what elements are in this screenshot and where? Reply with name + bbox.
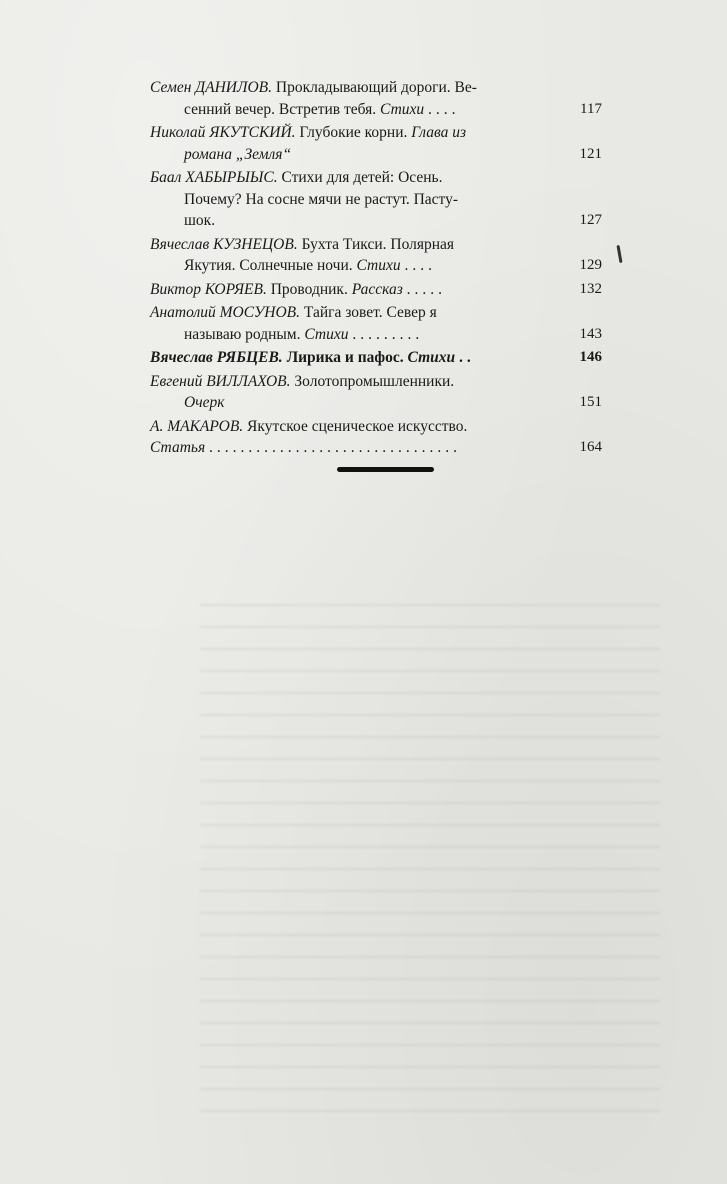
- entry-author: Николай ЯКУТСКИЙ.: [150, 124, 296, 141]
- entry-title: Почему? На сосне мячи не растут. Пасту-: [184, 190, 458, 208]
- entry-title: Золотопромышленники.: [294, 372, 455, 390]
- toc-entry: [150, 371, 602, 414]
- entry-genre: Глава из: [411, 124, 467, 141]
- entry-title: Стихи для детей: Осень.: [281, 169, 443, 186]
- entry-page: 129: [579, 257, 602, 273]
- table-of-contents: [150, 77, 602, 461]
- entry-title: называю родным.: [184, 325, 301, 343]
- toc-entry: [150, 77, 602, 120]
- entry-title: Тайга зовет. Север я: [303, 304, 437, 321]
- dot-leader: ..: [459, 349, 475, 366]
- entry-title: Глубокие корни.: [299, 124, 408, 141]
- dot-leader: ....: [428, 100, 460, 118]
- pencil-mark: [616, 245, 622, 263]
- toc-entry: [150, 167, 602, 232]
- entry-author: А. МАКАРОВ.: [150, 417, 244, 435]
- section-divider: [337, 467, 434, 472]
- toc-entry: [150, 122, 602, 165]
- entry-title: Прокладывающий дороги. Ве-: [275, 79, 477, 96]
- entry-title: шок.: [184, 212, 216, 229]
- entry-author: Вячеслав РЯБЦЕВ.: [150, 349, 283, 366]
- entry-genre: Рассказ: [351, 280, 403, 298]
- entry-title: Лирика и пафос.: [286, 349, 404, 366]
- toc-entry: [150, 302, 602, 345]
- show-through-text: [200, 590, 660, 1130]
- entry-page: 143: [579, 325, 602, 342]
- entry-title: Якутское сценическое искусство.: [247, 417, 468, 435]
- entry-page: 164: [579, 439, 602, 455]
- entry-author: Семен ДАНИЛОВ.: [150, 79, 273, 96]
- entry-author: Евгений ВИЛЛАХОВ.: [150, 372, 291, 390]
- entry-page: 121: [579, 145, 602, 162]
- entry-genre: Стихи: [304, 325, 349, 343]
- toc-entry: [150, 279, 602, 301]
- dot-leader: .....: [406, 280, 447, 298]
- entry-page: 151: [579, 394, 602, 410]
- entry-title: сенний вечер. Встретив тебя.: [184, 100, 377, 118]
- entry-title: романа „Земля“: [184, 145, 292, 163]
- entry-author: Баал ХАБЫРЫЫС.: [150, 169, 278, 186]
- dot-leader: .........: [352, 325, 424, 343]
- entry-genre: Стихи: [380, 100, 425, 118]
- entry-genre: Очерк: [184, 394, 225, 411]
- entry-author: Виктор КОРЯЕВ.: [150, 280, 267, 298]
- entry-genre: Стихи: [407, 349, 456, 366]
- entry-title: Бухта Тикси. Полярная: [301, 235, 455, 253]
- toc-entry: [150, 234, 602, 277]
- entry-page: 146: [579, 349, 602, 365]
- entry-page: 132: [579, 280, 602, 297]
- entry-title: Якутия. Солнечные ночи.: [184, 257, 353, 274]
- toc-entry: [150, 347, 602, 369]
- dot-leader: ................................: [209, 439, 462, 456]
- entry-page: 127: [579, 212, 602, 228]
- toc-entry: [150, 416, 602, 459]
- dot-leader: ....: [404, 257, 437, 274]
- entry-genre: Стихи: [356, 257, 401, 274]
- entry-author: Анатолий МОСУНОВ.: [150, 304, 300, 321]
- entry-page: 117: [580, 100, 602, 117]
- entry-genre: Статья: [150, 439, 206, 456]
- entry-title: Проводник.: [270, 280, 348, 298]
- entry-author: Вячеслав КУЗНЕЦОВ.: [150, 235, 298, 253]
